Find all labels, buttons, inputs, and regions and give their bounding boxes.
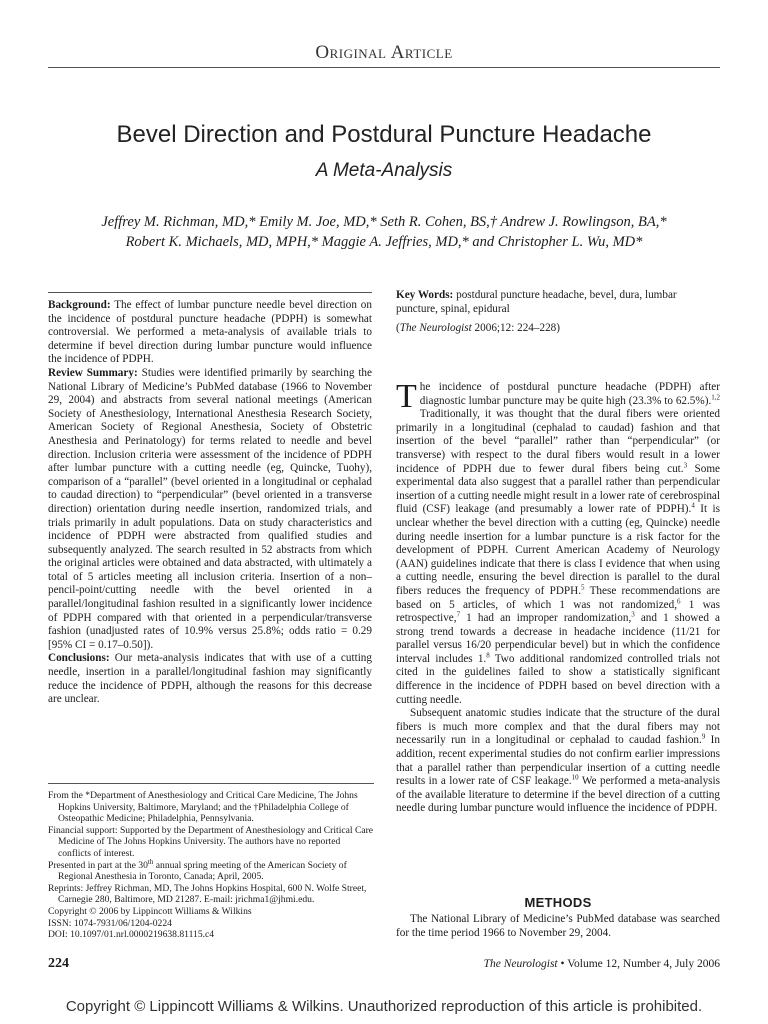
keywords-text: postdural puncture headache, bevel, dura, lumbar puncture, spinal, epidural	[396, 289, 677, 315]
abstract-text: Studies were identified primarily by searching the National Library of Medicine’s PubMed database (1966 to November 29, 2004) and abstracts from several national meetings (American Society of Anesthesiology, International Anesthesia Research Society, American Society of Regional Anesthesia, Society of Obstetric Anesthesia and Perinatology) for terms related to needle and bevel direction. Inclusion criteria were assessment of the incidence of PDPH after lumbar puncture with a cutting needle (eg, Quincke, Tuohy), comparison of a “parallel” (bevel oriented in a longitudinal or cephalad to caudad direction) to “perpendicular” (bevel oriented in a transverse direction) orientation during needle insertion, randomized trials, and trials primarily in adult populations. Data on study characteristics and incidence of PDPH were abstracted from qualified studies and subsequently analyzed. The search resulted in 52 abstracts from which the original articles were obtained and data abstracted, with ultimately a total of 5 articles meeting all inclusion criteria. Insertion of a non–pencil-point/cutting needle with the bevel oriented in a parallel/longitudinal fashion resulted in a significantly lower incidence of PDPH compared with that oriented in a perpendicular/transverse fashion (unadjusted rates of 10.9% versus 25.8%; odds ratio = 0.29 [95% CI = 0.17–0.50]).	[48, 366, 372, 651]
footnote-reprints: Reprints: Jeffrey Richman, MD, The Johns Hopkins Hospital, 600 N. Wolfe Street, Carnegie 280, Baltimore, MD 21287. E-mail: jrichma1@jhmi.edu.	[48, 882, 367, 906]
reference-sup: 9	[701, 732, 706, 741]
reference-sup: 7	[456, 610, 461, 619]
body-text	[396, 378, 721, 816]
citation-rest: 2006;12: 224–228)	[474, 322, 560, 335]
abstract-text: The effect of lumbar puncture needle bevel direction on the incidence of postdural puncture headache (PDPH) is somewhat controversial. We performed a meta-analysis of available trials to determine if bevel direction during lumbar puncture would influence the incidence of PDPH.	[48, 299, 372, 366]
abstract-label: Background:	[48, 299, 111, 311]
abstract-label: Conclusions:	[48, 652, 110, 665]
body-span: Traditionally, it was thought that the dural fibers were oriented primarily in a longitudinal (cephalad to caudad) fashion and that insertion of the bevel “parallel” rather than “perpendicular” (or transverse) with respect to the dural fibers would result in a lower incidence of PDPH due to fewer dural fibers being cut.	[396, 408, 720, 475]
abstract-label: Review Summary:	[48, 366, 138, 379]
footnote-issn: ISSN: 1074-7931/06/1204-0224	[48, 917, 172, 929]
footnote-sup: th	[147, 857, 154, 866]
body-span: These recommendations are based on 5 articles, of which 1 was not randomized,	[396, 584, 720, 611]
body-span: he incidence of postdural puncture headache (PDPH) after diagnostic lumbar puncture may be quite high (23.3% to 62.5%).	[419, 381, 720, 407]
body-paragraph	[396, 378, 721, 707]
article-title: Bevel Direction and Postdural Puncture Headache	[116, 121, 652, 148]
reference-sup: 8	[486, 651, 490, 660]
keywords-label: Key Words:	[396, 289, 454, 301]
reference-sup: 10	[571, 773, 579, 782]
footnote-doi: DOI: 10.1097/01.nrl.0000219638.81115.c4	[48, 929, 215, 941]
body-span: We performed a meta-analysis of the available literature to determine if the bevel direction of a cutting needle during lumbar puncture would influence the incidence of PDPH.	[396, 775, 720, 815]
abstract-conclusions	[48, 652, 372, 706]
citation-journal: The Neurologist	[399, 322, 472, 335]
header-rule	[48, 67, 720, 68]
abstract-background	[48, 299, 372, 367]
footer-issue: • Volume 12, Number 4, July 2006	[560, 958, 720, 970]
footnote-affiliation: From the *Department of Anesthesiology and Critical Care Medicine, The Johns Hopkins University, Baltimore, Maryland; and the †Philadelphia College of Osteopathic Medicine; Philadelphia, Pennsylvania.	[48, 790, 358, 825]
body-span: It is unclear whether the bevel direction with a cutting (eg, Quincke) needle during needle insertion for a lumbar puncture is a risk factor for the development of PDPH. Current American Academy of Neurology (AAN) guidelines indicate that there is class I evidence that when using a cutting needle, ensuring the bevel direction is parallel to the dural fibers reduces the frequency of PDPH.	[396, 503, 721, 597]
running-footer	[484, 958, 720, 970]
body-span: Two additional randomized controlled trials not cited in the guidelines failed to show a statistically significant difference in the incidence of PDPH based on bevel direction with a cutting needle.	[396, 652, 720, 706]
body-paragraph	[396, 707, 720, 816]
body-span: In addition, recent experimental studies do not confirm earlier impressions that a parallel rather than perpendicular insertion of a cutting needle results in a lower rate of CSF leakage.	[396, 734, 720, 788]
abstract-review	[48, 367, 372, 652]
body-span: Some experimental data also suggest that a parallel rather than perpendicular insertion of a cutting needle might result in a lower rate of cerebrospinal fluid (CSF) leakage (and presumably a lower rate of PDPH).	[396, 462, 720, 516]
article-subtitle: A Meta-Analysis	[315, 160, 453, 181]
author-line: Jeffrey M. Richman, MD,* Emily M. Joe, MD,* Seth R. Cohen, BS,† Andrew J. Rowlingson, BA,*	[101, 214, 667, 230]
abstract	[48, 292, 372, 707]
methods-text	[396, 913, 720, 940]
body-span: Subsequent anatomic studies indicate that the structure of the dural fibers is much more complex and that the dural fibers may not necessarily run in a longitudinal or cephalad to caudad fashion.	[396, 707, 720, 747]
copyright-notice: Copyright © Lippincott Williams & Wilkins. Unauthorized reproduction of this article is prohibited.	[65, 998, 703, 1015]
footnote-presented	[48, 857, 374, 883]
footer-journal: The Neurologist	[483, 958, 558, 970]
drop-cap: T	[396, 378, 417, 415]
reference-sup: 5	[581, 583, 585, 592]
abstract-text: Our meta-analysis indicates that with use of a cutting needle, insertion in a parallel/longitudinal fashion may significantly reduce the incidence of PDPH, although the reasons for this decrease are unclear.	[48, 652, 372, 706]
page-number: 224	[48, 956, 69, 971]
footnote-support: Financial support: Supported by the Department of Anesthesiology and Critical Care Medicine of The Johns Hopkins University. The authors have no reported conflicts of interest.	[48, 824, 374, 859]
body-paragraph: The National Library of Medicine’s PubMed database was searched for the time period 1966 to November 29, 2004.	[396, 913, 720, 939]
section-label: Original Article	[315, 42, 453, 63]
author-list	[0, 212, 768, 252]
footnote-text: Presented in part at the 30	[48, 859, 148, 871]
reference-sup: 3	[683, 460, 688, 469]
author-line: Robert K. Michaels, MD, MPH,* Maggie A. Jeffries, MD,* and Christopher L. Wu, MD*	[125, 234, 643, 250]
keywords	[396, 289, 720, 316]
reference-sup: 4	[691, 501, 695, 510]
body-span: 1 had an improper randomization,	[460, 612, 632, 625]
reference-sup: 1,2	[711, 392, 720, 401]
footnotes	[48, 783, 374, 941]
body-span: and 1 showed a strong trend towards a decrease in headache incidence (11/21 for parallel versus 16/20 perpendicular bevel) but in which the confidence interval includes 1.	[396, 612, 720, 665]
reference-sup: 6	[677, 596, 681, 605]
footnote-copyright: Copyright © 2006 by Lippincott Williams & Wilkins	[48, 905, 252, 917]
reference-sup: 3	[631, 610, 635, 619]
methods-heading: METHODS	[524, 895, 592, 910]
footnote-text: annual spring meeting of the American Society of Regional Anesthesia in Toronto, Canada; April, 2005.	[58, 859, 347, 883]
citation: (The Neurologist 2006;12: 224–228)	[396, 322, 560, 335]
body-span: 1 was retrospective,	[396, 598, 720, 625]
keywords-block	[396, 289, 720, 342]
